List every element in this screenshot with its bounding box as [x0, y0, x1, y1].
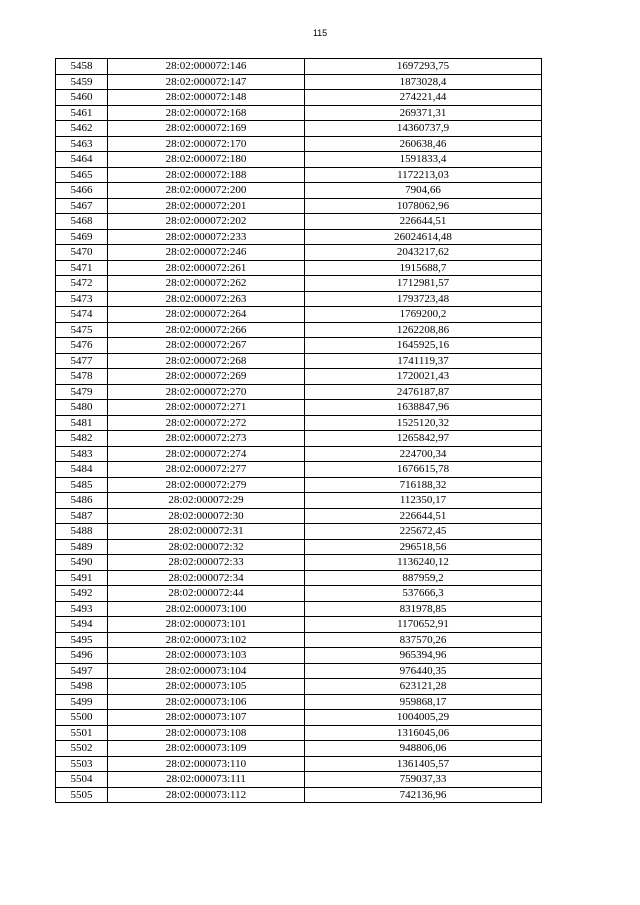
table-row	[56, 353, 542, 369]
table-row	[56, 508, 542, 524]
value-cell: 1004005,29	[305, 710, 542, 726]
table-row	[56, 214, 542, 230]
row-number-cell: 5481	[56, 415, 108, 431]
row-number-cell: 5467	[56, 198, 108, 214]
value-cell: 976440,35	[305, 663, 542, 679]
row-number-cell: 5466	[56, 183, 108, 199]
row-number-cell: 5482	[56, 431, 108, 447]
table-row	[56, 415, 542, 431]
cadastral-number-cell: 28:02:000073:105	[108, 679, 305, 695]
value-cell: 1793723,48	[305, 291, 542, 307]
table-row	[56, 741, 542, 757]
row-number-cell: 5480	[56, 400, 108, 416]
cadastral-number-cell: 28:02:000072:268	[108, 353, 305, 369]
table-row	[56, 493, 542, 509]
row-number-cell: 5462	[56, 121, 108, 137]
row-number-cell: 5495	[56, 632, 108, 648]
cadastral-number-cell: 28:02:000073:112	[108, 787, 305, 803]
cadastral-number-cell: 28:02:000072:270	[108, 384, 305, 400]
table-row	[56, 524, 542, 540]
value-cell: 226644,51	[305, 508, 542, 524]
table-row	[56, 632, 542, 648]
cadastral-number-cell: 28:02:000073:104	[108, 663, 305, 679]
table-row	[56, 663, 542, 679]
table-row	[56, 462, 542, 478]
table-row	[56, 338, 542, 354]
table-row	[56, 245, 542, 261]
value-cell: 959868,17	[305, 694, 542, 710]
value-cell: 1720021,43	[305, 369, 542, 385]
value-cell: 1712981,57	[305, 276, 542, 292]
row-number-cell: 5486	[56, 493, 108, 509]
value-cell: 1078062,96	[305, 198, 542, 214]
row-number-cell: 5483	[56, 446, 108, 462]
value-cell: 1170652,91	[305, 617, 542, 633]
value-cell: 269371,31	[305, 105, 542, 121]
table-row	[56, 477, 542, 493]
row-number-cell: 5471	[56, 260, 108, 276]
value-cell: 112350,17	[305, 493, 542, 509]
table-row	[56, 446, 542, 462]
row-number-cell: 5491	[56, 570, 108, 586]
value-cell: 831978,85	[305, 601, 542, 617]
table-row	[56, 601, 542, 617]
table-row	[56, 276, 542, 292]
value-cell: 296518,56	[305, 539, 542, 555]
row-number-cell: 5484	[56, 462, 108, 478]
cadastral-number-cell: 28:02:000072:200	[108, 183, 305, 199]
cadastral-number-cell: 28:02:000073:103	[108, 648, 305, 664]
value-cell: 1265842,97	[305, 431, 542, 447]
value-cell: 1136240,12	[305, 555, 542, 571]
row-number-cell: 5463	[56, 136, 108, 152]
cadastral-number-cell: 28:02:000072:246	[108, 245, 305, 261]
value-cell: 1525120,32	[305, 415, 542, 431]
cadastral-number-cell: 28:02:000073:107	[108, 710, 305, 726]
row-number-cell: 5492	[56, 586, 108, 602]
table-row	[56, 586, 542, 602]
cadastral-number-cell: 28:02:000072:31	[108, 524, 305, 540]
row-number-cell: 5469	[56, 229, 108, 245]
page-number: 115	[312, 28, 328, 38]
cadastral-number-cell: 28:02:000072:34	[108, 570, 305, 586]
cadastral-number-cell: 28:02:000072:170	[108, 136, 305, 152]
cadastral-number-cell: 28:02:000072:279	[108, 477, 305, 493]
table-row	[56, 539, 542, 555]
value-cell: 226644,51	[305, 214, 542, 230]
value-cell: 7904,66	[305, 183, 542, 199]
table-row	[56, 183, 542, 199]
row-number-cell: 5502	[56, 741, 108, 757]
cadastral-number-cell: 28:02:000072:32	[108, 539, 305, 555]
table-row	[56, 555, 542, 571]
cadastral-number-cell: 28:02:000072:148	[108, 90, 305, 106]
cadastral-number-cell: 28:02:000072:180	[108, 152, 305, 168]
value-cell: 1316045,06	[305, 725, 542, 741]
value-cell: 1769200,2	[305, 307, 542, 323]
row-number-cell: 5503	[56, 756, 108, 772]
cadastral-number-cell: 28:02:000072:169	[108, 121, 305, 137]
value-cell: 1873028,4	[305, 74, 542, 90]
table-row	[56, 90, 542, 106]
value-cell: 2043217,62	[305, 245, 542, 261]
table-row	[56, 136, 542, 152]
table-row	[56, 617, 542, 633]
cadastral-number-cell: 28:02:000072:147	[108, 74, 305, 90]
cadastral-number-cell: 28:02:000072:188	[108, 167, 305, 183]
row-number-cell: 5468	[56, 214, 108, 230]
table-row	[56, 648, 542, 664]
row-number-cell: 5473	[56, 291, 108, 307]
table-row	[56, 260, 542, 276]
value-cell: 1591833,4	[305, 152, 542, 168]
row-number-cell: 5499	[56, 694, 108, 710]
cadastral-number-cell: 28:02:000072:262	[108, 276, 305, 292]
cadastral-number-cell: 28:02:000072:146	[108, 59, 305, 75]
value-cell: 887959,2	[305, 570, 542, 586]
cadastral-number-cell: 28:02:000073:109	[108, 741, 305, 757]
cadastral-number-cell: 28:02:000072:261	[108, 260, 305, 276]
table-row	[56, 229, 542, 245]
row-number-cell: 5485	[56, 477, 108, 493]
cadastral-number-cell: 28:02:000072:277	[108, 462, 305, 478]
value-cell: 1638847,96	[305, 400, 542, 416]
table-row	[56, 431, 542, 447]
cadastral-number-cell: 28:02:000072:269	[108, 369, 305, 385]
value-cell: 260638,46	[305, 136, 542, 152]
cadastral-number-cell: 28:02:000072:273	[108, 431, 305, 447]
row-number-cell: 5475	[56, 322, 108, 338]
cadastral-number-cell: 28:02:000072:267	[108, 338, 305, 354]
value-cell: 742136,96	[305, 787, 542, 803]
cadastral-number-cell: 28:02:000072:274	[108, 446, 305, 462]
table-row	[56, 400, 542, 416]
row-number-cell: 5479	[56, 384, 108, 400]
table-row	[56, 694, 542, 710]
table-row	[56, 167, 542, 183]
table-row	[56, 322, 542, 338]
row-number-cell: 5465	[56, 167, 108, 183]
value-cell: 1262208,86	[305, 322, 542, 338]
value-cell: 837570,26	[305, 632, 542, 648]
row-number-cell: 5488	[56, 524, 108, 540]
value-cell: 1645925,16	[305, 338, 542, 354]
table-row	[56, 59, 542, 75]
row-number-cell: 5497	[56, 663, 108, 679]
cadastral-number-cell: 28:02:000072:233	[108, 229, 305, 245]
row-number-cell: 5458	[56, 59, 108, 75]
row-number-cell: 5504	[56, 772, 108, 788]
table-row	[56, 384, 542, 400]
value-cell: 1741119,37	[305, 353, 542, 369]
table-row	[56, 105, 542, 121]
row-number-cell: 5487	[56, 508, 108, 524]
row-number-cell: 5472	[56, 276, 108, 292]
table-row	[56, 152, 542, 168]
value-cell: 14360737,9	[305, 121, 542, 137]
table-row	[56, 121, 542, 137]
cadastral-number-cell: 28:02:000073:100	[108, 601, 305, 617]
row-number-cell: 5498	[56, 679, 108, 695]
table-row	[56, 787, 542, 803]
value-cell: 1172213,03	[305, 167, 542, 183]
cadastral-number-cell: 28:02:000073:108	[108, 725, 305, 741]
cadastral-number-cell: 28:02:000072:264	[108, 307, 305, 323]
row-number-cell: 5501	[56, 725, 108, 741]
cadastral-number-cell: 28:02:000072:271	[108, 400, 305, 416]
cadastral-number-cell: 28:02:000073:106	[108, 694, 305, 710]
cadastral-number-cell: 28:02:000073:110	[108, 756, 305, 772]
table-row	[56, 756, 542, 772]
table-row	[56, 198, 542, 214]
row-number-cell: 5477	[56, 353, 108, 369]
value-cell: 1361405,57	[305, 756, 542, 772]
table-row	[56, 291, 542, 307]
row-number-cell: 5474	[56, 307, 108, 323]
cadastral-number-cell: 28:02:000073:102	[108, 632, 305, 648]
table-row	[56, 307, 542, 323]
table-row	[56, 369, 542, 385]
value-cell: 965394,96	[305, 648, 542, 664]
cadastral-number-cell: 28:02:000072:202	[108, 214, 305, 230]
row-number-cell: 5460	[56, 90, 108, 106]
cadastral-number-cell: 28:02:000073:111	[108, 772, 305, 788]
value-cell: 948806,06	[305, 741, 542, 757]
cadastral-number-cell: 28:02:000072:168	[108, 105, 305, 121]
row-number-cell: 5476	[56, 338, 108, 354]
cadastral-number-cell: 28:02:000072:266	[108, 322, 305, 338]
table-row	[56, 679, 542, 695]
cadastral-number-cell: 28:02:000072:44	[108, 586, 305, 602]
value-cell: 1676615,78	[305, 462, 542, 478]
row-number-cell: 5505	[56, 787, 108, 803]
row-number-cell: 5461	[56, 105, 108, 121]
value-cell: 274221,44	[305, 90, 542, 106]
row-number-cell: 5496	[56, 648, 108, 664]
value-cell: 1697293,75	[305, 59, 542, 75]
row-number-cell: 5490	[56, 555, 108, 571]
cadastral-number-cell: 28:02:000072:29	[108, 493, 305, 509]
row-number-cell: 5470	[56, 245, 108, 261]
row-number-cell: 5459	[56, 74, 108, 90]
table-row	[56, 710, 542, 726]
row-number-cell: 5478	[56, 369, 108, 385]
value-cell: 623121,28	[305, 679, 542, 695]
table-body	[56, 59, 542, 803]
cadastral-number-cell: 28:02:000072:201	[108, 198, 305, 214]
cadastral-number-cell: 28:02:000072:272	[108, 415, 305, 431]
value-cell: 26024614,48	[305, 229, 542, 245]
value-cell: 225672,45	[305, 524, 542, 540]
table-row	[56, 725, 542, 741]
value-cell: 537666,3	[305, 586, 542, 602]
row-number-cell: 5494	[56, 617, 108, 633]
cadastral-number-cell: 28:02:000072:30	[108, 508, 305, 524]
value-cell: 2476187,87	[305, 384, 542, 400]
row-number-cell: 5489	[56, 539, 108, 555]
table-row	[56, 772, 542, 788]
value-cell: 1915688,7	[305, 260, 542, 276]
value-cell: 759037,33	[305, 772, 542, 788]
value-cell: 716188,32	[305, 477, 542, 493]
cadastral-value-table	[55, 58, 542, 803]
table-row	[56, 570, 542, 586]
value-cell: 224700,34	[305, 446, 542, 462]
row-number-cell: 5464	[56, 152, 108, 168]
cadastral-number-cell: 28:02:000072:33	[108, 555, 305, 571]
row-number-cell: 5500	[56, 710, 108, 726]
cadastral-number-cell: 28:02:000073:101	[108, 617, 305, 633]
table-row	[56, 74, 542, 90]
cadastral-number-cell: 28:02:000072:263	[108, 291, 305, 307]
row-number-cell: 5493	[56, 601, 108, 617]
